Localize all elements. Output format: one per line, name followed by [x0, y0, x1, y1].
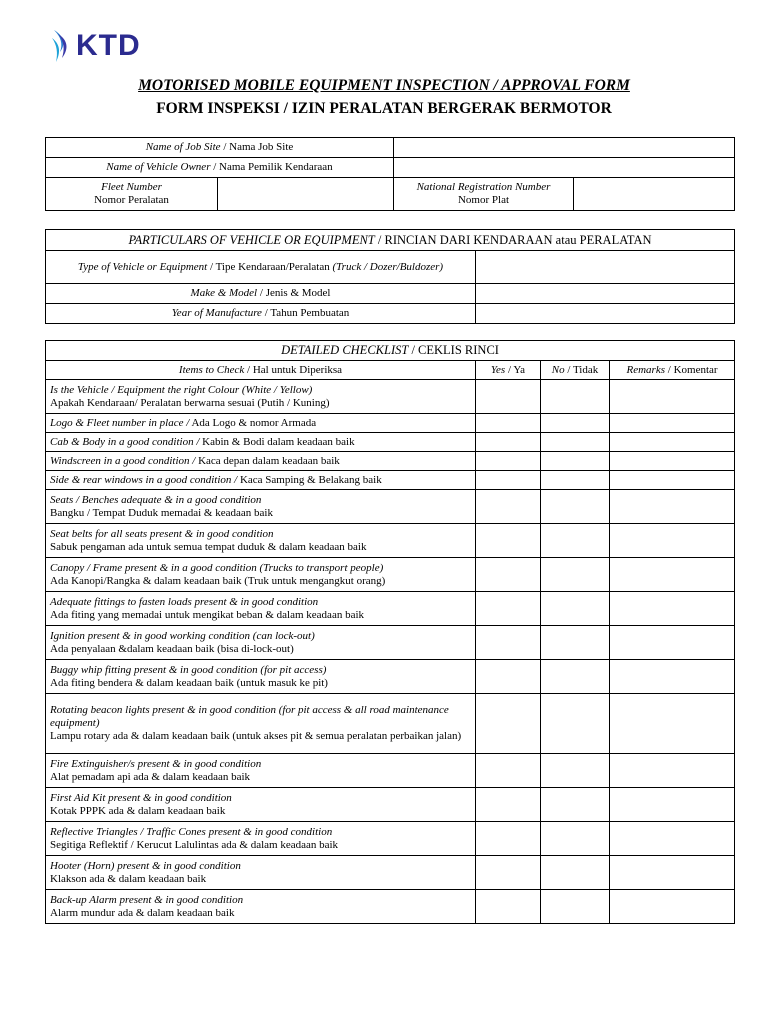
remarks-cell[interactable] [610, 788, 735, 822]
remarks-cell[interactable] [610, 856, 735, 890]
checklist-item-label [46, 490, 476, 524]
yes-checkbox-cell[interactable] [476, 822, 541, 856]
remarks-cell[interactable] [610, 471, 735, 490]
particulars-header: PARTICULARS OF VEHICLE OR EQUIPMENT / RINCIAN DARI KENDARAAN atau PERALATAN [46, 230, 735, 251]
checklist-item-english: Back-up Alarm present & in good condition [50, 893, 244, 906]
yes-checkbox-cell[interactable] [476, 471, 541, 490]
checklist-row [46, 490, 735, 524]
checklist-item-english: First Aid Kit present & in good condition [50, 791, 232, 804]
checklist-item-label [46, 626, 476, 660]
checklist-item-label [46, 788, 476, 822]
yes-checkbox-cell[interactable] [476, 694, 541, 754]
checklist-row [46, 414, 735, 433]
form-title-english: MOTORISED MOBILE EQUIPMENT INSPECTION / APPROVAL FORM [138, 77, 630, 94]
job-site-label: Name of Job Site / Nama Job Site [46, 138, 394, 158]
no-checkbox-cell[interactable] [541, 490, 610, 524]
no-checkbox-cell[interactable] [541, 754, 610, 788]
col-no-header: No / Tidak [541, 361, 610, 380]
yes-checkbox-cell[interactable] [476, 380, 541, 414]
job-site-info-table [45, 137, 735, 211]
yes-checkbox-cell[interactable] [476, 890, 541, 924]
remarks-cell[interactable] [610, 626, 735, 660]
fleet-number-label: Fleet Number Nomor Peralatan [46, 178, 218, 211]
vehicle-type-label: Type of Vehicle or Equipment / Tipe Kendaraan/Peralatan (Truck / Dozer/Buldozer) [46, 251, 476, 284]
checklist-item-english: Windscreen in a good condition / [50, 454, 196, 467]
no-checkbox-cell[interactable] [541, 452, 610, 471]
checklist-item-english: Fire Extinguisher/s present & in good condition [50, 757, 262, 770]
make-model-row [46, 284, 735, 304]
job-site-field[interactable] [394, 138, 735, 158]
checklist-item-indonesian: Ada fiting yang memadai untuk mengikat beban & dalam keadaan baik [50, 608, 365, 621]
no-checkbox-cell[interactable] [541, 380, 610, 414]
yes-checkbox-cell[interactable] [476, 856, 541, 890]
checklist-item-english: Seats / Benches adequate & in a good condition [50, 493, 262, 506]
checklist-item-english: Buggy whip fitting present & in good condition (for pit access) [50, 663, 327, 676]
checklist-item-indonesian: Ada penyalaan &dalam keadaan baik (bisa di-lock-out) [50, 642, 294, 655]
checklist-row [46, 788, 735, 822]
fleet-number-field[interactable] [218, 178, 394, 211]
no-checkbox-cell[interactable] [541, 471, 610, 490]
checklist-item-indonesian: Kaca depan dalam keadaan baik [198, 454, 340, 467]
checklist-item-english: Rotating beacon lights present & in good condition (for pit access & all road maintenance equipment) [50, 704, 449, 729]
no-checkbox-cell[interactable] [541, 414, 610, 433]
remarks-cell[interactable] [610, 452, 735, 471]
col-yes-header: Yes / Ya [476, 361, 541, 380]
no-checkbox-cell[interactable] [541, 592, 610, 626]
checklist-item-english: Hooter (Horn) present & in good condition [50, 859, 241, 872]
checklist-row [46, 890, 735, 924]
checklist-item-english: Seat belts for all seats present & in good condition [50, 527, 274, 540]
remarks-cell[interactable] [610, 890, 735, 924]
checklist-item-label [46, 558, 476, 592]
checklist-items [46, 380, 735, 924]
checklist-header: DETAILED CHECKLIST / CEKLIS RINCI [46, 341, 735, 361]
checklist-item-label [46, 471, 476, 490]
no-checkbox-cell[interactable] [541, 822, 610, 856]
ktd-logo-icon [50, 28, 74, 64]
checklist-item-label [46, 592, 476, 626]
checklist-item-label [46, 380, 476, 414]
year-field[interactable] [476, 304, 735, 324]
checklist-row [46, 592, 735, 626]
year-label: Year of Manufacture / Tahun Pembuatan [46, 304, 476, 324]
registration-number-field[interactable] [574, 178, 735, 211]
checklist-item-indonesian: Kabin & Bodi dalam keadaan baik [202, 435, 355, 448]
detailed-checklist-table [45, 340, 735, 924]
yes-checkbox-cell[interactable] [476, 524, 541, 558]
remarks-cell[interactable] [610, 694, 735, 754]
checklist-row [46, 433, 735, 452]
remarks-cell[interactable] [610, 754, 735, 788]
job-site-row [46, 138, 735, 158]
checklist-item-indonesian: Alarm mundur ada & dalam keadaan baik [50, 906, 235, 919]
checklist-row [46, 380, 735, 414]
no-checkbox-cell[interactable] [541, 890, 610, 924]
checklist-item-label [46, 822, 476, 856]
remarks-cell[interactable] [610, 433, 735, 452]
checklist-row [46, 471, 735, 490]
particulars-header-row [46, 230, 735, 251]
fleet-reg-row [46, 178, 735, 211]
checklist-item-indonesian: Ada fiting bendera & dalam keadaan baik (untuk masuk ke pit) [50, 676, 328, 689]
logo-text: KTD [76, 29, 141, 62]
remarks-cell[interactable] [610, 558, 735, 592]
checklist-item-english: Cab & Body in a good condition / [50, 435, 200, 448]
checklist-item-label [46, 660, 476, 694]
no-checkbox-cell[interactable] [541, 856, 610, 890]
checklist-row [46, 452, 735, 471]
no-checkbox-cell[interactable] [541, 558, 610, 592]
yes-checkbox-cell[interactable] [476, 433, 541, 452]
checklist-item-label [46, 754, 476, 788]
checklist-item-indonesian: Ada Logo & nomor Armada [191, 416, 317, 429]
owner-label: Name of Vehicle Owner / Nama Pemilik Kendaraan [46, 158, 394, 178]
checklist-item-label [46, 524, 476, 558]
vehicle-type-field[interactable] [476, 251, 735, 284]
checklist-item-label [46, 433, 476, 452]
col-remarks-header: Remarks / Komentar [610, 361, 735, 380]
checklist-item-indonesian: Sabuk pengaman ada untuk semua tempat duduk & dalam keadaan baik [50, 540, 367, 553]
no-checkbox-cell[interactable] [541, 626, 610, 660]
yes-checkbox-cell[interactable] [476, 788, 541, 822]
checklist-item-indonesian: Kotak PPPK ada & dalam keadaan baik [50, 804, 226, 817]
checklist-item-english: Adequate fittings to fasten loads present & in good condition [50, 595, 319, 608]
remarks-cell[interactable] [610, 524, 735, 558]
yes-checkbox-cell[interactable] [476, 660, 541, 694]
yes-checkbox-cell[interactable] [476, 754, 541, 788]
yes-checkbox-cell[interactable] [476, 626, 541, 660]
remarks-cell[interactable] [610, 660, 735, 694]
checklist-row [46, 694, 735, 754]
owner-field[interactable] [394, 158, 735, 178]
no-checkbox-cell[interactable] [541, 788, 610, 822]
vehicle-type-row [46, 251, 735, 284]
checklist-column-headers [46, 361, 735, 380]
checklist-item-label [46, 890, 476, 924]
checklist-item-english: Canopy / Frame present & in a good condition (Trucks to transport people) [50, 561, 384, 574]
yes-checkbox-cell[interactable] [476, 490, 541, 524]
checklist-row [46, 524, 735, 558]
yes-checkbox-cell[interactable] [476, 452, 541, 471]
checklist-row [46, 856, 735, 890]
remarks-cell[interactable] [610, 822, 735, 856]
checklist-row [46, 822, 735, 856]
no-checkbox-cell[interactable] [541, 524, 610, 558]
checklist-item-indonesian: Segitiga Reflektif / Kerucut Lalulintas ada & dalam keadaan baik [50, 838, 339, 851]
checklist-item-indonesian: Apakah Kendaraan/ Peralatan berwarna sesuai (Putih / Kuning) [50, 396, 330, 409]
checklist-row [46, 660, 735, 694]
checklist-item-indonesian: Kaca Samping & Belakang baik [239, 473, 382, 486]
checklist-item-indonesian: Alat pemadam api ada & dalam keadaan baik [50, 770, 251, 783]
make-model-field[interactable] [476, 284, 735, 304]
col-items-header: Items to Check / Hal untuk Diperiksa [46, 361, 476, 380]
owner-row [46, 158, 735, 178]
checklist-item-label [46, 452, 476, 471]
make-model-label: Make & Model / Jenis & Model [46, 284, 476, 304]
remarks-cell[interactable] [610, 380, 735, 414]
registration-number-label: National Registration Number Nomor Plat [394, 178, 574, 211]
checklist-item-indonesian: Lampu rotary ada & dalam keadaan baik (untuk akses pit & semua peralatan perbaikan jalan) [50, 730, 462, 742]
checklist-item-english: Side & rear windows in a good condition / [50, 473, 238, 486]
checklist-item-english: Reflective Triangles / Traffic Cones present & in good condition [50, 825, 333, 838]
checklist-header-row [46, 341, 735, 361]
checklist-item-indonesian: Bangku / Tempat Duduk memadai & keadaan baik [50, 506, 273, 519]
yes-checkbox-cell[interactable] [476, 592, 541, 626]
yes-checkbox-cell[interactable] [476, 414, 541, 433]
yes-checkbox-cell[interactable] [476, 558, 541, 592]
remarks-cell[interactable] [610, 490, 735, 524]
checklist-row [46, 754, 735, 788]
checklist-item-indonesian: Ada Kanopi/Rangka & dalam keadaan baik (Truk untuk mengangkut orang) [50, 574, 386, 587]
checklist-row [46, 626, 735, 660]
checklist-item-label [46, 856, 476, 890]
remarks-cell[interactable] [610, 414, 735, 433]
no-checkbox-cell[interactable] [541, 694, 610, 754]
checklist-item-english: Logo & Fleet number in place / [50, 416, 190, 429]
ktd-logo [50, 26, 141, 66]
form-title-indonesian: FORM INSPEKSI / IZIN PERALATAN BERGERAK BERMOTOR [156, 100, 612, 117]
checklist-item-indonesian: Klakson ada & dalam keadaan baik [50, 872, 207, 885]
checklist-row [46, 558, 735, 592]
checklist-item-english: Ignition present & in good working condition (can lock-out) [50, 629, 315, 642]
remarks-cell[interactable] [610, 592, 735, 626]
no-checkbox-cell[interactable] [541, 660, 610, 694]
year-row [46, 304, 735, 324]
checklist-item-label [46, 414, 476, 433]
no-checkbox-cell[interactable] [541, 433, 610, 452]
checklist-item-english: Is the Vehicle / Equipment the right Colour (White / Yellow) [50, 383, 313, 396]
checklist-item-label [46, 694, 476, 754]
particulars-table [45, 229, 735, 324]
